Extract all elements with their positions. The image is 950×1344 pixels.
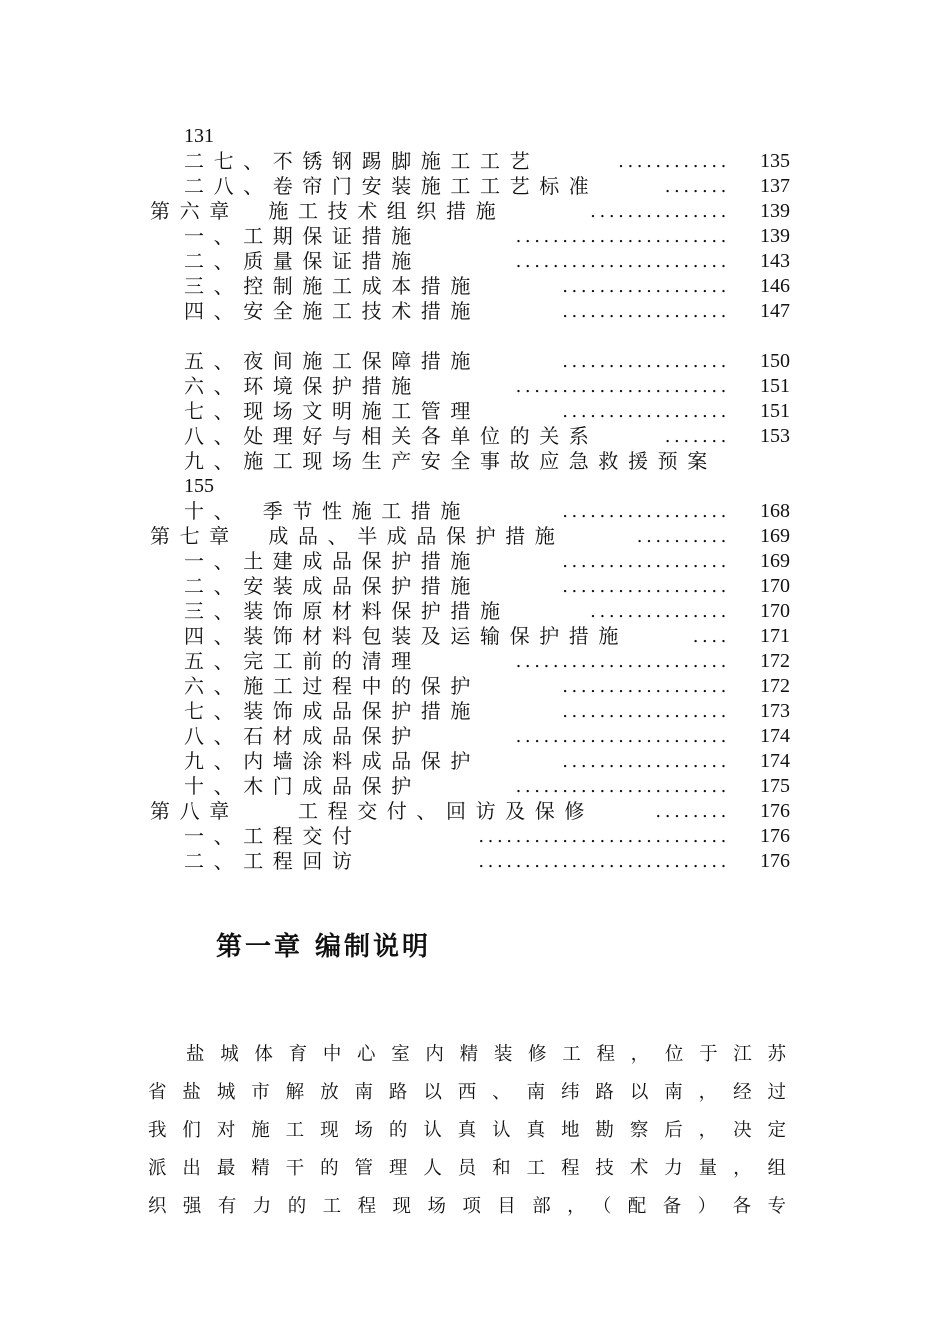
toc-entry — [150, 499, 790, 524]
toc-entry-title: 八、处理好与相关各单位的关系 — [184, 424, 599, 448]
toc-entry-title: 二、质量保证措施 — [184, 249, 421, 273]
toc-entry-leader: ....................... — [515, 776, 730, 797]
toc-entry-page-number: 169 — [760, 550, 790, 572]
toc-entry — [150, 249, 790, 274]
toc-entry-page-number: 147 — [760, 300, 790, 322]
toc-entry — [150, 624, 790, 649]
toc-entry-leader: .................. — [562, 551, 730, 572]
toc-entry — [150, 724, 790, 749]
toc-entry-page-number: 170 — [760, 575, 790, 597]
chapter-title: 第一章 编制说明 — [216, 932, 432, 962]
toc-entry-leader: .................. — [562, 276, 730, 297]
toc-entry-page-number: 150 — [760, 350, 790, 372]
toc-entry-page-number: 176 — [760, 825, 790, 847]
toc-entry — [150, 174, 790, 199]
toc-entry-page-number: 137 — [760, 175, 790, 197]
toc-entry-page-number: 135 — [760, 150, 790, 172]
toc-entry — [150, 474, 790, 499]
toc-entry-title: 五、夜间施工保障措施 — [184, 349, 480, 373]
toc-entry-title: 一、工期保证措施 — [184, 224, 421, 248]
toc-entry-page-number: 143 — [760, 250, 790, 272]
toc-entry-leader: .................. — [562, 351, 730, 372]
toc-entry-title: 十、 季节性施工措施 — [184, 499, 470, 523]
toc-entry — [150, 699, 790, 724]
toc-entry-title: 七、装饰成品保护措施 — [184, 699, 480, 723]
toc-entry-title: 二、工程回访 — [184, 849, 362, 873]
toc-entry-page-number: 155 — [184, 475, 214, 497]
toc-entry-title: 二八、卷帘门安装施工工艺标准 — [184, 174, 599, 198]
toc-entry-leader: ........................... — [478, 851, 730, 872]
body-paragraph — [148, 1036, 788, 1226]
toc-entry-title: 六、施工过程中的保护 — [184, 674, 480, 698]
toc-entry-page-number: 174 — [760, 750, 790, 772]
body-text-line: 织强有力的工程现场项目部，（配备）各专 — [148, 1196, 788, 1217]
toc-entry-title: 五、完工前的清理 — [184, 649, 421, 673]
toc-entry-title: 一、工程交付 — [184, 824, 362, 848]
toc-entry-title: 四、装饰材料包装及运输保护措施 — [184, 624, 628, 648]
toc-entry-leader: ....................... — [515, 651, 730, 672]
toc-entry-title: 四、安全施工技术措施 — [184, 299, 480, 323]
toc-entry-page-number: 175 — [760, 775, 790, 797]
toc-entry-page-number: 151 — [760, 375, 790, 397]
toc-entry-leader: ....................... — [515, 251, 730, 272]
toc-entry — [150, 799, 790, 824]
toc-entry-leader: ........ — [655, 801, 730, 822]
toc-entry — [150, 349, 790, 374]
toc-entry-title: 第七章 成品、半成品保护措施 — [150, 524, 565, 548]
toc-entry-leader: ....................... — [515, 376, 730, 397]
toc-entry-leader: .................. — [562, 301, 730, 322]
toc-entry-page-number: 168 — [760, 500, 790, 522]
toc-entry — [150, 199, 790, 224]
body-text-line: 我们对施工现场的认真认真地勘察后，决定 — [148, 1120, 788, 1141]
toc-entry-leader: ........................... — [478, 826, 730, 847]
toc-entry-title: 九、内墙涂料成品保护 — [184, 749, 480, 773]
toc-entry-title: 二、安装成品保护措施 — [184, 574, 480, 598]
toc-entry-leader: ....................... — [515, 226, 730, 247]
toc-entry-title: 九、施工现场生产安全事故应急救援预案 — [184, 449, 717, 473]
toc-entry-leader: ....... — [664, 426, 730, 447]
toc-entry-page-number: 171 — [760, 625, 790, 647]
toc-entry-page-number: 170 — [760, 600, 790, 622]
toc-entry — [150, 274, 790, 299]
toc-entry-title: 十、木门成品保护 — [184, 774, 421, 798]
toc-entry-leader: ....................... — [515, 726, 730, 747]
toc-entry-page-number: 176 — [760, 800, 790, 822]
toc-entry-leader: ....... — [664, 176, 730, 197]
toc-entry-page-number: 176 — [760, 850, 790, 872]
toc-entry-leader: .... — [692, 626, 730, 647]
toc-entry — [150, 524, 790, 549]
toc-entry-title: 八、石材成品保护 — [184, 724, 421, 748]
body-text-line: 盐城体育中心室内精装修工程，位于江苏 — [186, 1044, 788, 1065]
toc-entry-leader: ............... — [590, 601, 730, 622]
body-text-line: 省盐城市解放南路以西、南纬路以南，经过 — [148, 1082, 788, 1103]
toc-entry — [150, 824, 790, 849]
toc-entry-leader: .................. — [562, 676, 730, 697]
toc-entry — [150, 449, 790, 474]
toc-entry-title: 三、装饰原材料保护措施 — [184, 599, 510, 623]
toc-entry — [150, 124, 790, 149]
toc-entry-leader: .................. — [562, 401, 730, 422]
toc-entry — [150, 424, 790, 449]
toc-entry-leader: .................. — [562, 751, 730, 772]
toc-entry-leader: ............ — [618, 151, 730, 172]
toc-entry-page-number: 169 — [760, 525, 790, 547]
toc-entry-leader: ............... — [590, 201, 730, 222]
toc-entry-leader: .................. — [562, 501, 730, 522]
toc-entry — [150, 599, 790, 624]
toc-entry — [150, 674, 790, 699]
toc-entry — [150, 749, 790, 774]
toc-entry-page-number: 139 — [760, 200, 790, 222]
toc-entry — [150, 399, 790, 424]
toc-entry-page-number: 131 — [184, 125, 214, 147]
toc-entry-leader: .......... — [636, 526, 730, 547]
table-of-contents — [150, 124, 790, 874]
toc-entry-leader: .................. — [562, 701, 730, 722]
toc-entry — [150, 149, 790, 174]
toc-entry — [150, 849, 790, 874]
toc-entry-title: 六、环境保护措施 — [184, 374, 421, 398]
toc-entry-title: 三、控制施工成本措施 — [184, 274, 480, 298]
toc-entry-title: 第八章 工程交付、回访及保修 — [150, 799, 594, 823]
toc-entry-title: 第六章 施工技术组织措施 — [150, 199, 506, 223]
toc-entry-title: 七、现场文明施工管理 — [184, 399, 480, 423]
toc-entry-page-number: 172 — [760, 675, 790, 697]
toc-entry — [150, 374, 790, 399]
toc-entry-title: 二七、不锈钢踢脚施工工艺 — [184, 149, 540, 173]
toc-entry — [150, 224, 790, 249]
toc-entry — [150, 649, 790, 674]
toc-entry-leader: .................. — [562, 576, 730, 597]
toc-entry — [150, 549, 790, 574]
toc-entry — [150, 299, 790, 324]
toc-entry — [150, 574, 790, 599]
toc-entry-page-number: 151 — [760, 400, 790, 422]
toc-entry-page-number: 139 — [760, 225, 790, 247]
body-text-line: 派出最精干的管理人员和工程技术力量，组 — [148, 1158, 788, 1179]
toc-entry — [150, 774, 790, 799]
toc-entry-page-number: 173 — [760, 700, 790, 722]
toc-entry-page-number: 174 — [760, 725, 790, 747]
toc-entry-page-number: 153 — [760, 425, 790, 447]
toc-entry-title: 一、土建成品保护措施 — [184, 549, 480, 573]
toc-entry-page-number: 146 — [760, 275, 790, 297]
toc-entry-page-number: 172 — [760, 650, 790, 672]
